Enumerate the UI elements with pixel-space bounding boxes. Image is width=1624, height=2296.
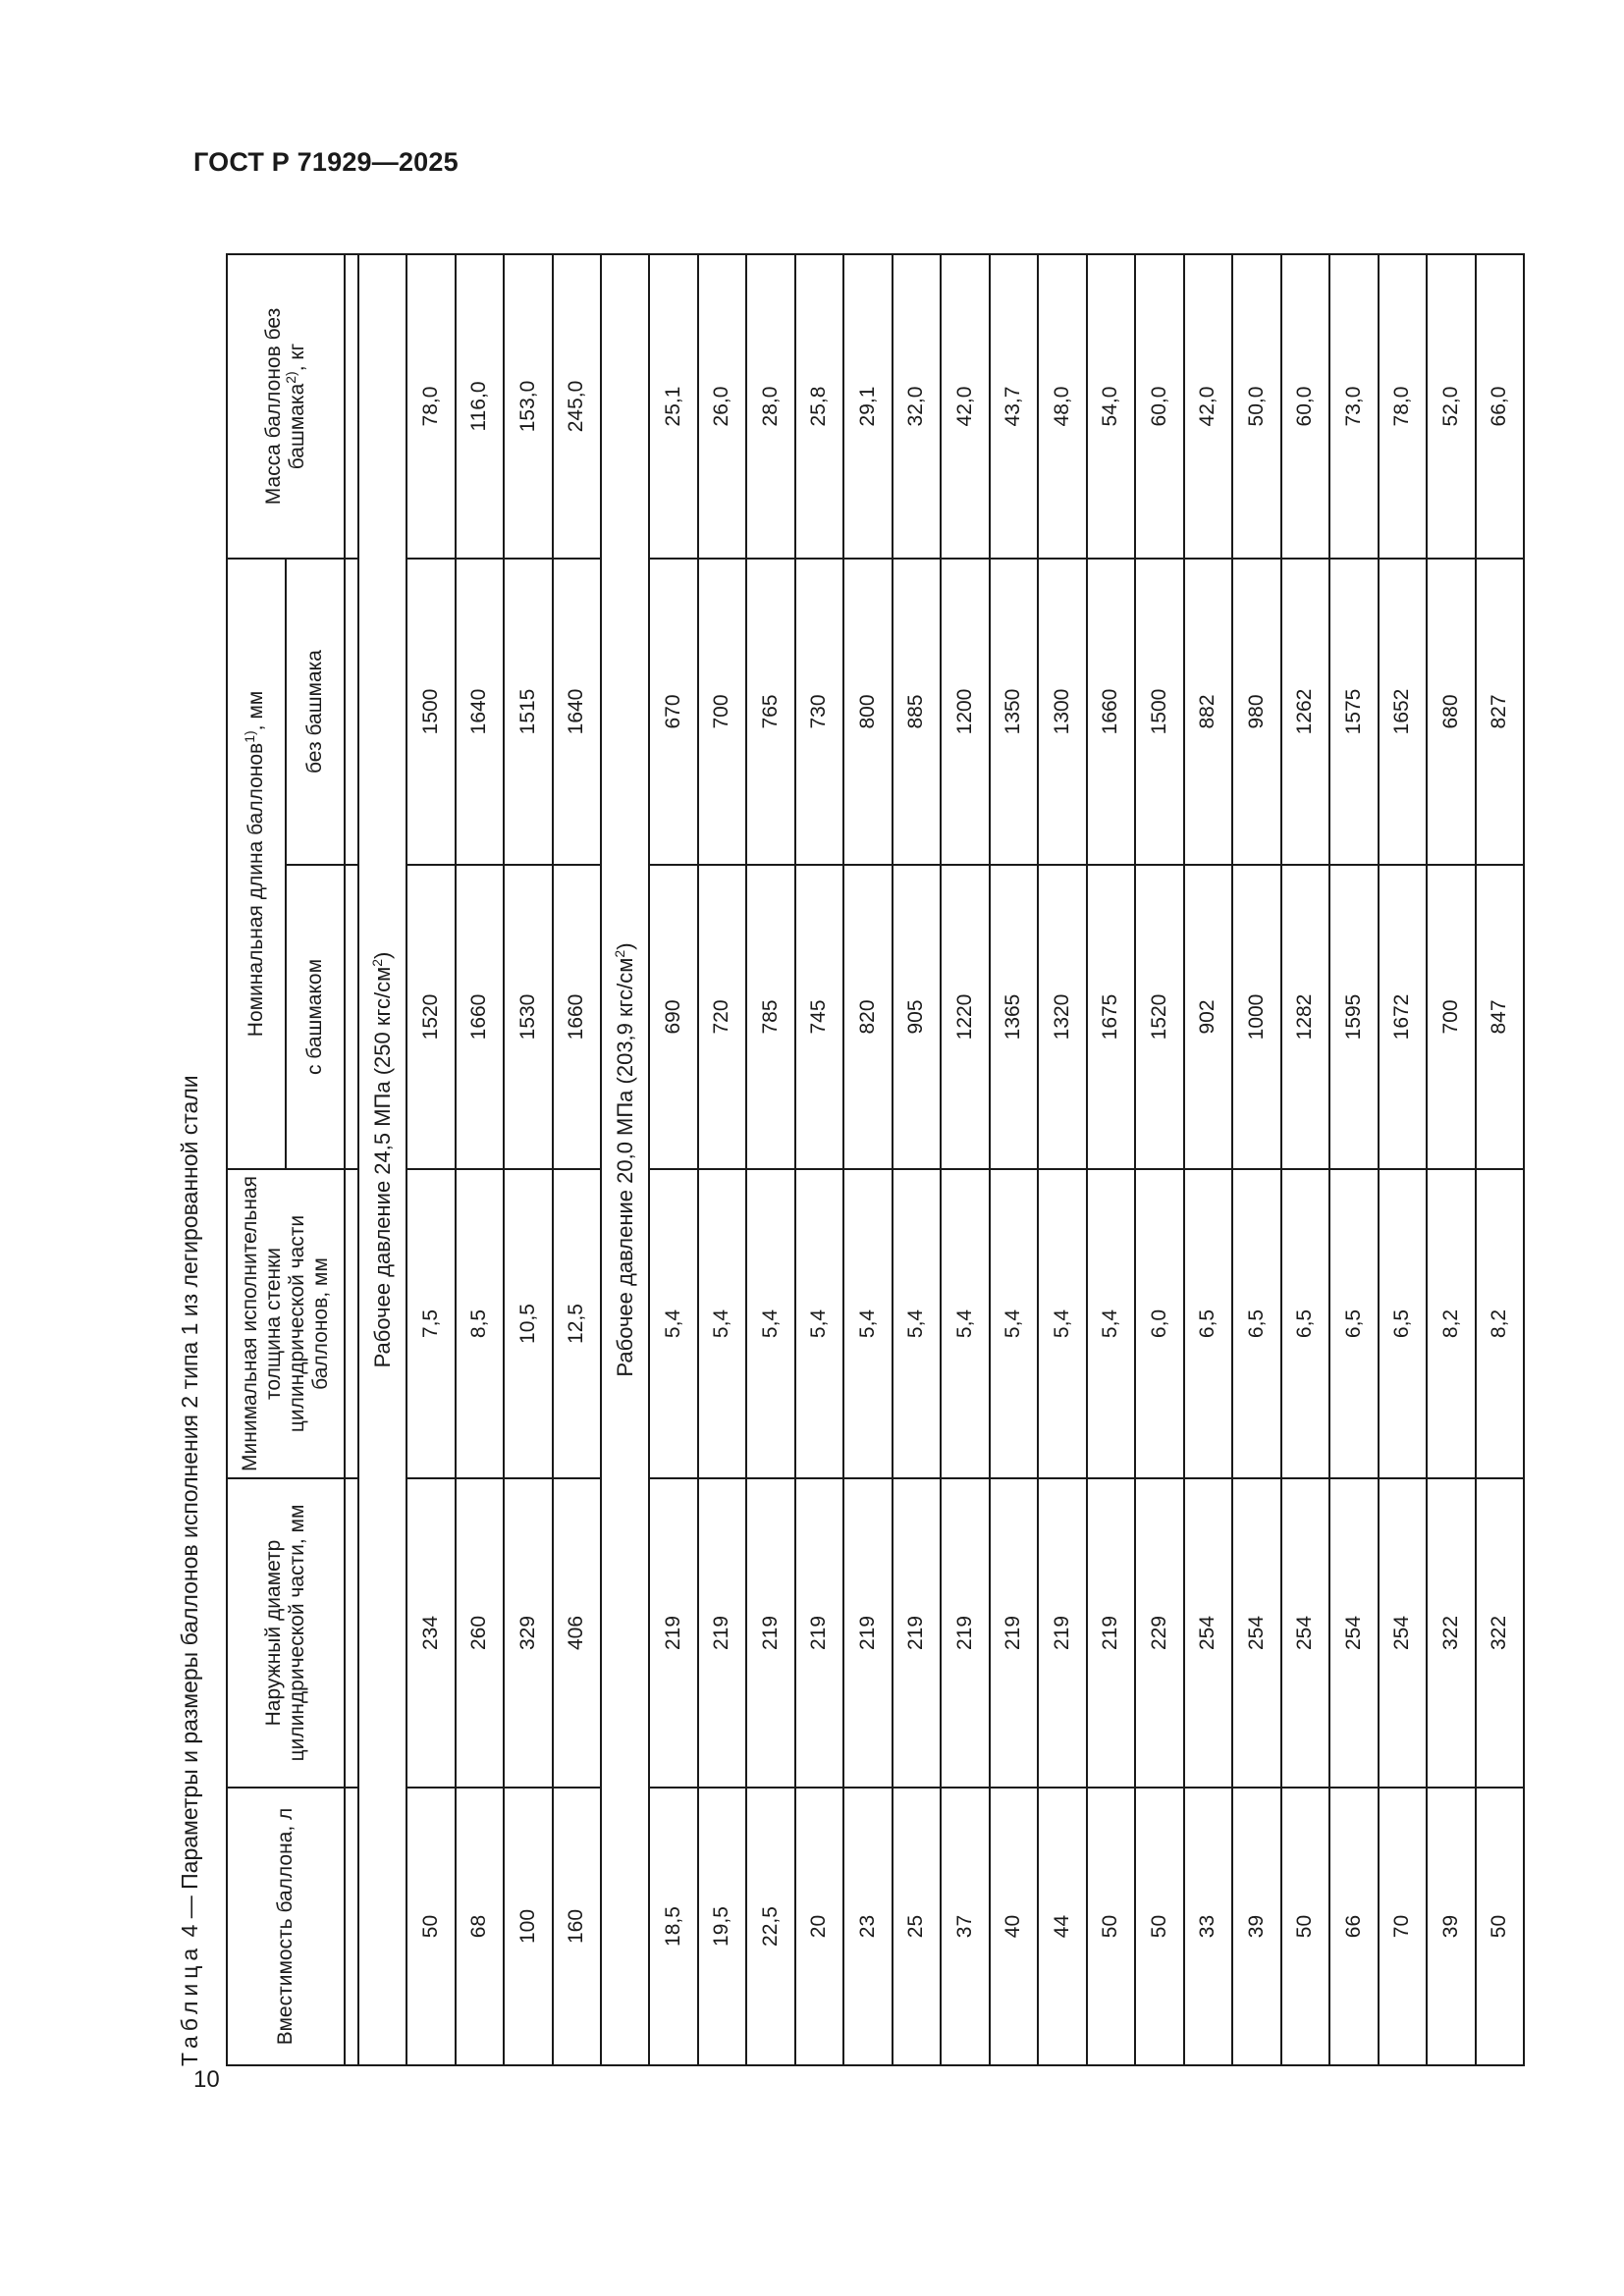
diameter-cell: 219 [698,1478,747,1788]
cylinder-parameters-table [226,253,1525,2066]
length-without-shoe-cell: 1500 [1135,559,1184,865]
volume-cell: 39 [1232,1788,1281,2065]
table-row [553,254,602,2065]
length-with-shoe-cell: 1660 [553,865,602,1169]
table-row [843,254,893,2065]
mass-cell: 50,0 [1232,254,1281,559]
table-row [941,254,990,2065]
table-row [1232,254,1281,2065]
thickness-cell: 10,5 [504,1169,553,1478]
mass-cell: 153,0 [504,254,553,559]
thickness-cell: 5,4 [1038,1169,1087,1478]
volume-cell: 50 [1281,1788,1330,2065]
length-with-shoe-cell: 1220 [941,865,990,1169]
table-row [893,254,942,2065]
length-with-shoe-cell: 1595 [1329,865,1379,1169]
diameter-cell: 260 [456,1478,505,1788]
header-mass-footnote: 2) [283,371,298,384]
mass-cell: 245,0 [553,254,602,559]
diameter-cell: 219 [795,1478,844,1788]
mass-cell: 54,0 [1087,254,1136,559]
table-caption [177,1075,203,2066]
header-length-text: Номинальная длина баллонов [244,742,267,1038]
length-without-shoe-cell: 1262 [1281,559,1330,865]
thickness-cell: 5,4 [893,1169,942,1478]
mass-cell: 42,0 [1184,254,1233,559]
diameter-cell: 329 [504,1478,553,1788]
volume-cell: 19,5 [698,1788,747,2065]
volume-cell: 68 [456,1788,505,2065]
volume-cell: 33 [1184,1788,1233,2065]
table-row [649,254,698,2065]
length-without-shoe-cell: 1660 [1087,559,1136,865]
section-title-sup: 2 [368,958,385,967]
table-row [1038,254,1087,2065]
mass-cell: 26,0 [698,254,747,559]
spacer-cell [345,1788,358,2065]
length-with-shoe-cell: 1660 [456,865,505,1169]
header-mass-unit: , кг [286,343,308,372]
section-row [601,254,649,2065]
volume-cell: 39 [1427,1788,1476,2065]
table-body [358,254,1524,2065]
thickness-cell: 5,4 [746,1169,795,1478]
header-thickness: Минимальная исполнительная толщина стенки цилиндрической части баллонов, мм [227,1169,345,1478]
section-title [601,254,649,2065]
table-row [1281,254,1330,2065]
length-without-shoe-cell: 1300 [1038,559,1087,865]
table-row [456,254,505,2065]
volume-cell: 100 [504,1788,553,2065]
length-without-shoe-cell: 1350 [990,559,1039,865]
thickness-cell: 5,4 [649,1169,698,1478]
length-without-shoe-cell: 980 [1232,559,1281,865]
length-with-shoe-cell: 700 [1427,865,1476,1169]
thickness-cell: 7,5 [406,1169,456,1478]
table-row [1087,254,1136,2065]
mass-cell: 43,7 [990,254,1039,559]
table-row [504,254,553,2065]
length-without-shoe-cell: 1575 [1329,559,1379,865]
document-code: ГОСТ Р 71929—2025 [193,147,459,177]
header-diameter: Наружный диаметр цилиндрической части, мм [227,1478,345,1788]
spacer-cell [345,1478,358,1788]
mass-cell: 29,1 [843,254,893,559]
spacer-cell [345,1169,358,1478]
length-with-shoe-cell: 1675 [1087,865,1136,1169]
diameter-cell: 254 [1379,1478,1428,1788]
thickness-cell: 5,4 [941,1169,990,1478]
length-with-shoe-cell: 1365 [990,865,1039,1169]
table-caption-word: Таблица [177,1943,202,2066]
table-row [1184,254,1233,2065]
thickness-cell: 6,5 [1232,1169,1281,1478]
length-without-shoe-cell: 680 [1427,559,1476,865]
diameter-cell: 254 [1281,1478,1330,1788]
diameter-cell: 229 [1135,1478,1184,1788]
thickness-cell: 8,2 [1427,1169,1476,1478]
diameter-cell: 254 [1232,1478,1281,1788]
thickness-cell: 12,5 [553,1169,602,1478]
section-title-text: Рабочее давление 24,5 МПа (250 кгс/см [369,966,395,1368]
diameter-cell: 219 [990,1478,1039,1788]
length-with-shoe-cell: 847 [1476,865,1525,1169]
length-without-shoe-cell: 1500 [406,559,456,865]
length-with-shoe-cell: 1672 [1379,865,1428,1169]
diameter-cell: 234 [406,1478,456,1788]
table-row [1329,254,1379,2065]
length-without-shoe-cell: 700 [698,559,747,865]
thickness-cell: 6,5 [1184,1169,1233,1478]
table-caption-text: 4 — Параметры и размеры баллонов исполнения 2 типа 1 из легированной стали [177,1075,202,1938]
length-without-shoe-cell: 1652 [1379,559,1428,865]
thickness-cell: 5,4 [795,1169,844,1478]
length-with-shoe-cell: 1520 [1135,865,1184,1169]
section-title [358,254,406,2065]
table-row [698,254,747,2065]
length-without-shoe-cell: 670 [649,559,698,865]
table-row [1379,254,1428,2065]
header-without-shoe: без башмака [286,559,345,865]
length-without-shoe-cell: 1200 [941,559,990,865]
page-number: 10 [193,2066,220,2093]
spacer-cell [345,559,358,865]
volume-cell: 20 [795,1788,844,2065]
diameter-cell: 219 [843,1478,893,1788]
header-length-unit: , мм [244,690,267,731]
header-mass-text: Масса баллонов без башмака [261,307,308,506]
volume-cell: 23 [843,1788,893,2065]
thickness-cell: 8,5 [456,1169,505,1478]
length-with-shoe-cell: 785 [746,865,795,1169]
diameter-cell: 219 [893,1478,942,1788]
diameter-cell: 219 [941,1478,990,1788]
mass-cell: 42,0 [941,254,990,559]
thickness-cell: 6,5 [1379,1169,1428,1478]
mass-cell: 78,0 [406,254,456,559]
volume-cell: 50 [406,1788,456,2065]
diameter-cell: 322 [1476,1478,1525,1788]
mass-cell: 32,0 [893,254,942,559]
table-row [746,254,795,2065]
section-title-end: ) [612,942,637,950]
header-length-footnote: 1) [241,730,257,743]
length-with-shoe-cell: 720 [698,865,747,1169]
length-with-shoe-cell: 1000 [1232,865,1281,1169]
spacer-cell [345,865,358,1169]
length-with-shoe-cell: 1520 [406,865,456,1169]
table-row [990,254,1039,2065]
thickness-cell: 6,5 [1329,1169,1379,1478]
section-title-text: Рабочее давление 20,0 МПа (203,9 кгс/см [612,957,637,1377]
volume-cell: 66 [1329,1788,1379,2065]
length-without-shoe-cell: 885 [893,559,942,865]
mass-cell: 25,1 [649,254,698,559]
thickness-cell: 5,4 [843,1169,893,1478]
table-row [1135,254,1184,2065]
mass-cell: 60,0 [1135,254,1184,559]
length-without-shoe-cell: 882 [1184,559,1233,865]
section-row [358,254,406,2065]
thickness-cell: 8,2 [1476,1169,1525,1478]
table-row [1427,254,1476,2065]
header-volume: Вместимость баллона, л [227,1788,345,2065]
diameter-cell: 406 [553,1478,602,1788]
length-with-shoe-cell: 1320 [1038,865,1087,1169]
length-without-shoe-cell: 1515 [504,559,553,865]
mass-cell: 116,0 [456,254,505,559]
section-title-end: ) [369,951,395,959]
mass-cell: 78,0 [1379,254,1428,559]
diameter-cell: 219 [1087,1478,1136,1788]
diameter-cell: 322 [1427,1478,1476,1788]
mass-cell: 48,0 [1038,254,1087,559]
mass-cell: 66,0 [1476,254,1525,559]
table-row [795,254,844,2065]
diameter-cell: 254 [1329,1478,1379,1788]
volume-cell: 44 [1038,1788,1087,2065]
table-row [406,254,456,2065]
mass-cell: 25,8 [795,254,844,559]
thickness-cell: 5,4 [698,1169,747,1478]
length-with-shoe-cell: 905 [893,865,942,1169]
diameter-cell: 219 [746,1478,795,1788]
section-title-sup: 2 [611,949,627,958]
length-with-shoe-cell: 1282 [1281,865,1330,1169]
header-spacer [345,254,358,2065]
volume-cell: 40 [990,1788,1039,2065]
mass-cell: 28,0 [746,254,795,559]
spacer-cell [345,254,358,559]
length-with-shoe-cell: 745 [795,865,844,1169]
length-without-shoe-cell: 765 [746,559,795,865]
length-without-shoe-cell: 1640 [456,559,505,865]
rotated-table-container [167,226,1511,2081]
thickness-cell: 6,5 [1281,1169,1330,1478]
volume-cell: 50 [1087,1788,1136,2065]
diameter-cell: 219 [649,1478,698,1788]
mass-cell: 60,0 [1281,254,1330,559]
table-row [1476,254,1525,2065]
length-without-shoe-cell: 800 [843,559,893,865]
volume-cell: 37 [941,1788,990,2065]
diameter-cell: 254 [1184,1478,1233,1788]
mass-cell: 73,0 [1329,254,1379,559]
diameter-cell: 219 [1038,1478,1087,1788]
volume-cell: 50 [1476,1788,1525,2065]
length-with-shoe-cell: 902 [1184,865,1233,1169]
thickness-cell: 5,4 [990,1169,1039,1478]
mass-cell: 52,0 [1427,254,1476,559]
volume-cell: 160 [553,1788,602,2065]
header-length [227,559,286,1169]
volume-cell: 50 [1135,1788,1184,2065]
volume-cell: 25 [893,1788,942,2065]
length-without-shoe-cell: 730 [795,559,844,865]
thickness-cell: 6,0 [1135,1169,1184,1478]
length-with-shoe-cell: 1530 [504,865,553,1169]
length-with-shoe-cell: 820 [843,865,893,1169]
thickness-cell: 5,4 [1087,1169,1136,1478]
header-with-shoe: с башмаком [286,865,345,1169]
volume-cell: 18,5 [649,1788,698,2065]
header-mass [227,254,345,559]
length-without-shoe-cell: 1640 [553,559,602,865]
length-with-shoe-cell: 690 [649,865,698,1169]
volume-cell: 70 [1379,1788,1428,2065]
length-without-shoe-cell: 827 [1476,559,1525,865]
volume-cell: 22,5 [746,1788,795,2065]
